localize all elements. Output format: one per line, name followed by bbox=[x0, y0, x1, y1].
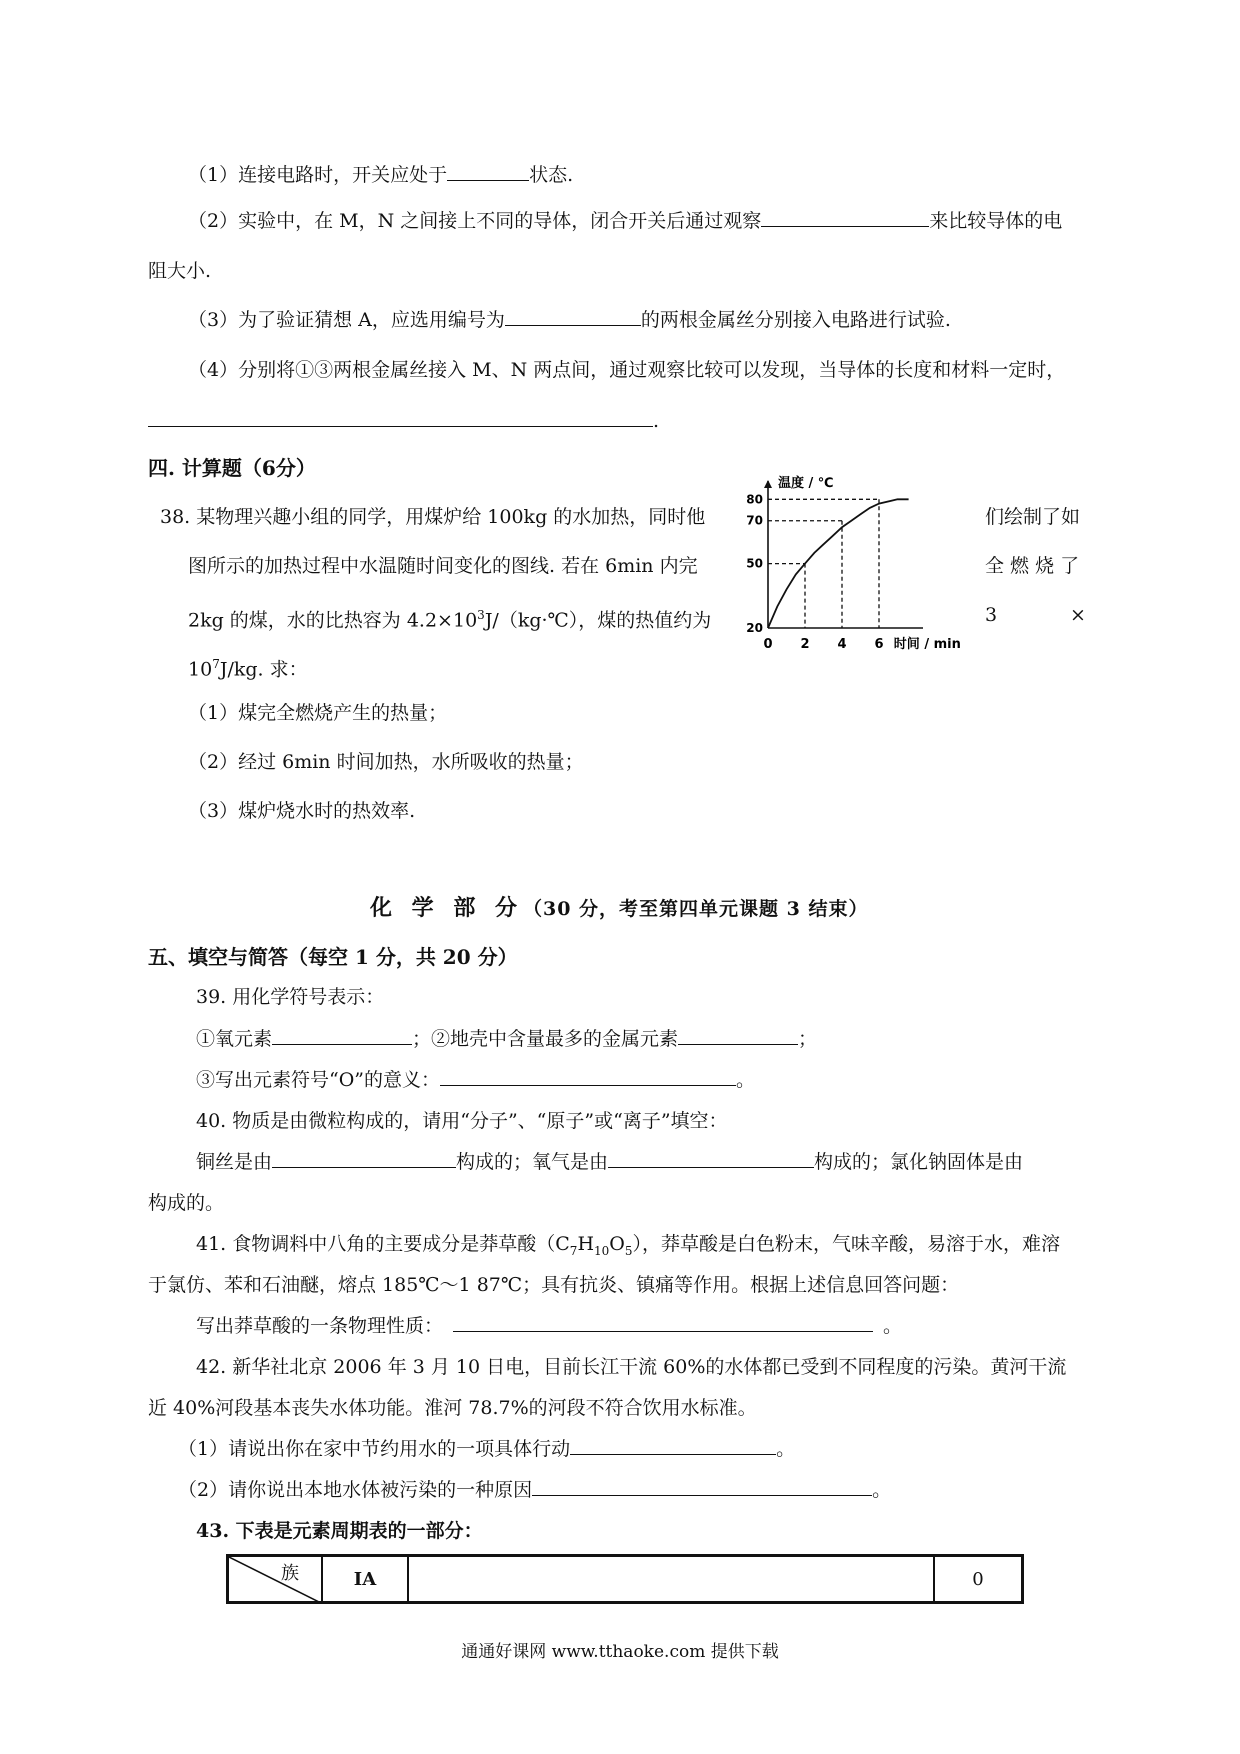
item1-suffix: 状态. bbox=[529, 164, 574, 186]
item3-prefix: （3）为了验证猜想 A，应选用编号为 bbox=[188, 309, 505, 331]
question-item-3 bbox=[188, 307, 951, 333]
q40-b: 构成的；氧气是由 bbox=[456, 1151, 609, 1173]
x-tick-label: 4 bbox=[837, 637, 847, 652]
q38-sub1: （1）煤完全燃烧产生的热量； bbox=[188, 702, 448, 724]
q38-line4 bbox=[188, 651, 308, 682]
q42-1-end: 。 bbox=[776, 1438, 796, 1460]
q42-line1: 42. 新华社北京 2006 年 3 月 10 日电，目前长江干流 60%的水体都已受到不同程度的污染。黄河干流 bbox=[196, 1356, 1067, 1378]
answer-blank bbox=[761, 208, 929, 227]
y-axis-label: 温度 / ℃ bbox=[778, 476, 834, 491]
answer-blank bbox=[272, 1149, 456, 1168]
q38-sub3: （3）煤炉烧水时的热效率. bbox=[188, 800, 416, 822]
q41-line3 bbox=[196, 1313, 902, 1339]
section-5-title: 五、填空与简答（每空 1 分，共 20 分） bbox=[148, 945, 518, 969]
q40-title: 40. 物质是由微粒构成的，请用“分子”、“原子”或“离子”填空： bbox=[196, 1110, 728, 1132]
x-tick-label: 2 bbox=[800, 637, 810, 652]
q38-line4-a: 10 bbox=[188, 658, 213, 681]
item1-prefix: （1）连接电路时，开关应处于 bbox=[188, 164, 448, 186]
q41-line2: 于氯仿、苯和石油醚，熔点 185℃～1 87℃；具有抗炎、镇痛等作用。根据上述信息回答问题： bbox=[148, 1274, 960, 1296]
y-axis-arrow bbox=[764, 480, 772, 488]
answer-blank bbox=[453, 1313, 873, 1332]
item2-prefix: （2）实验中，在 M，N 之间接上不同的导体，闭合开关后通过观察 bbox=[188, 210, 762, 232]
q38-line3-text: 2kg 的煤，水的比热容为 4.2×10 bbox=[188, 609, 478, 632]
q39-b: ；②地壳中含量最多的金属元素 bbox=[412, 1028, 679, 1050]
question-item-4: （4）分别将①③两根金属丝接入 M、N 两点间，通过观察比较可以发现，当导体的长度和材料一定时， bbox=[188, 359, 1066, 381]
q42-2-end: 。 bbox=[872, 1479, 892, 1501]
q38-line3-right-a: 3 bbox=[985, 604, 998, 626]
answer-blank bbox=[532, 1477, 872, 1496]
answer-blank bbox=[272, 1026, 412, 1045]
q39-b-end: ； bbox=[798, 1028, 818, 1050]
q42-sub2 bbox=[178, 1477, 891, 1503]
item2-continuation: 阻大小. bbox=[148, 260, 212, 282]
item2-suffix: 来比较导体的电 bbox=[929, 210, 1063, 232]
y-tick-label: 50 bbox=[746, 556, 763, 571]
answer-blank bbox=[447, 162, 529, 181]
q41-o: O bbox=[609, 1233, 625, 1255]
q40-c: 构成的；氯化钠固体是由 bbox=[814, 1151, 1024, 1173]
q38-line2-left: 图所示的加热过程中水温随时间变化的图线. 若在 6min 内完 bbox=[188, 555, 698, 577]
q39-line-c bbox=[196, 1067, 755, 1093]
q40-line-end: 构成的。 bbox=[148, 1192, 225, 1214]
q41-h: H bbox=[577, 1233, 595, 1255]
q41-sub-h: 10 bbox=[594, 1243, 610, 1258]
answer-blank bbox=[570, 1436, 776, 1455]
q38-exponent: 3 bbox=[477, 608, 485, 622]
q43-title: 43. 下表是元素周期表的一部分： bbox=[196, 1520, 483, 1542]
q39-a: ①氧元素 bbox=[196, 1028, 273, 1050]
q38-line1-right: 们绘制了如 bbox=[985, 506, 1081, 528]
question-item-2 bbox=[188, 208, 1062, 234]
q41-line1 bbox=[196, 1231, 1060, 1264]
q40-line bbox=[196, 1149, 1023, 1175]
q38-sub2: （2）经过 6min 时间加热，水所吸收的热量； bbox=[188, 751, 584, 773]
empty-cell bbox=[408, 1556, 934, 1603]
footer: 通通好课网 www.tthaoke.com 提供下载 bbox=[461, 1642, 779, 1662]
q38-line4-b: J/kg. 求： bbox=[219, 658, 308, 681]
q40-a: 铜丝是由 bbox=[196, 1151, 273, 1173]
answer-blank bbox=[678, 1026, 798, 1045]
q41-b: ），莽草酸是白色粉末，气味辛酸，易溶于水，难溶 bbox=[632, 1233, 1061, 1255]
header-group-cell bbox=[228, 1556, 323, 1603]
col-0-cell: 0 bbox=[934, 1556, 1023, 1603]
item3-suffix: 的两根金属丝分别接入电路进行试验. bbox=[640, 309, 951, 331]
q38-line3-left bbox=[188, 602, 711, 633]
periodic-table-fragment bbox=[226, 1554, 1024, 1604]
q39-line-a bbox=[196, 1026, 817, 1052]
table-row bbox=[228, 1556, 1023, 1603]
q39-c-end: 。 bbox=[736, 1069, 756, 1091]
q41-sub-c: 7 bbox=[569, 1243, 578, 1258]
answer-blank bbox=[505, 307, 641, 326]
chemistry-title bbox=[370, 895, 869, 922]
diagonal-line bbox=[229, 1557, 321, 1603]
y-tick-label: 70 bbox=[746, 513, 763, 528]
x-tick-label: 0 bbox=[763, 637, 773, 652]
q42-sub1 bbox=[178, 1436, 795, 1462]
q41-d-end: 。 bbox=[883, 1315, 903, 1337]
q41-a: 41. 食物调料中八角的主要成分是莽草酸（C bbox=[196, 1233, 570, 1255]
x-tick-label: 6 bbox=[874, 637, 884, 652]
q38-line3-right-b: × bbox=[1070, 604, 1086, 626]
x-axis-label: 时间 / min bbox=[893, 637, 961, 652]
q42-line2: 近 40%河段基本丧失水体功能。淮河 78.7%的河段不符合饮用水标准。 bbox=[148, 1397, 757, 1419]
q42-1: （1）请说出你在家中节约用水的一项具体行动 bbox=[178, 1438, 571, 1460]
chemistry-title-main: 化 学 部 分 bbox=[370, 895, 523, 921]
q38-exponent-7: 7 bbox=[212, 657, 220, 671]
chart-layer bbox=[746, 475, 961, 652]
q39-c: ③写出元素符号“O”的意义： bbox=[196, 1069, 441, 1091]
item4-end: . bbox=[653, 410, 660, 432]
chemistry-title-sub: （30 分，考至第四单元课题 3 结束） bbox=[522, 898, 869, 920]
group-label: 族 bbox=[281, 1563, 299, 1584]
temperature-time-chart bbox=[740, 465, 985, 655]
question-item-1 bbox=[188, 162, 573, 188]
answer-blank bbox=[608, 1149, 814, 1168]
q39-title: 39. 用化学符号表示： bbox=[196, 986, 385, 1008]
q38-line2-right: 全 燃 烧 了 bbox=[985, 555, 1080, 577]
q41-sub-o: 5 bbox=[624, 1243, 633, 1258]
q38-line3-text-2: J/（kg·℃），煤的热值约为 bbox=[484, 609, 712, 632]
answer-blank bbox=[440, 1067, 736, 1086]
section-4-title: 四. 计算题（6分） bbox=[148, 456, 316, 480]
y-tick-label: 80 bbox=[746, 492, 763, 507]
answer-blank bbox=[148, 408, 653, 427]
y-tick-label: 20 bbox=[746, 621, 763, 635]
q38-line1-left: 38. 某物理兴趣小组的同学，用煤炉给 100kg 的水加热，同时他 bbox=[160, 506, 706, 528]
item4-answer-line bbox=[148, 408, 659, 434]
q41-d: 写出莽草酸的一条物理性质： bbox=[196, 1315, 444, 1337]
col-ia-cell: IA bbox=[322, 1556, 408, 1603]
q42-2: （2）请你说出本地水体被污染的一种原因 bbox=[178, 1479, 533, 1501]
